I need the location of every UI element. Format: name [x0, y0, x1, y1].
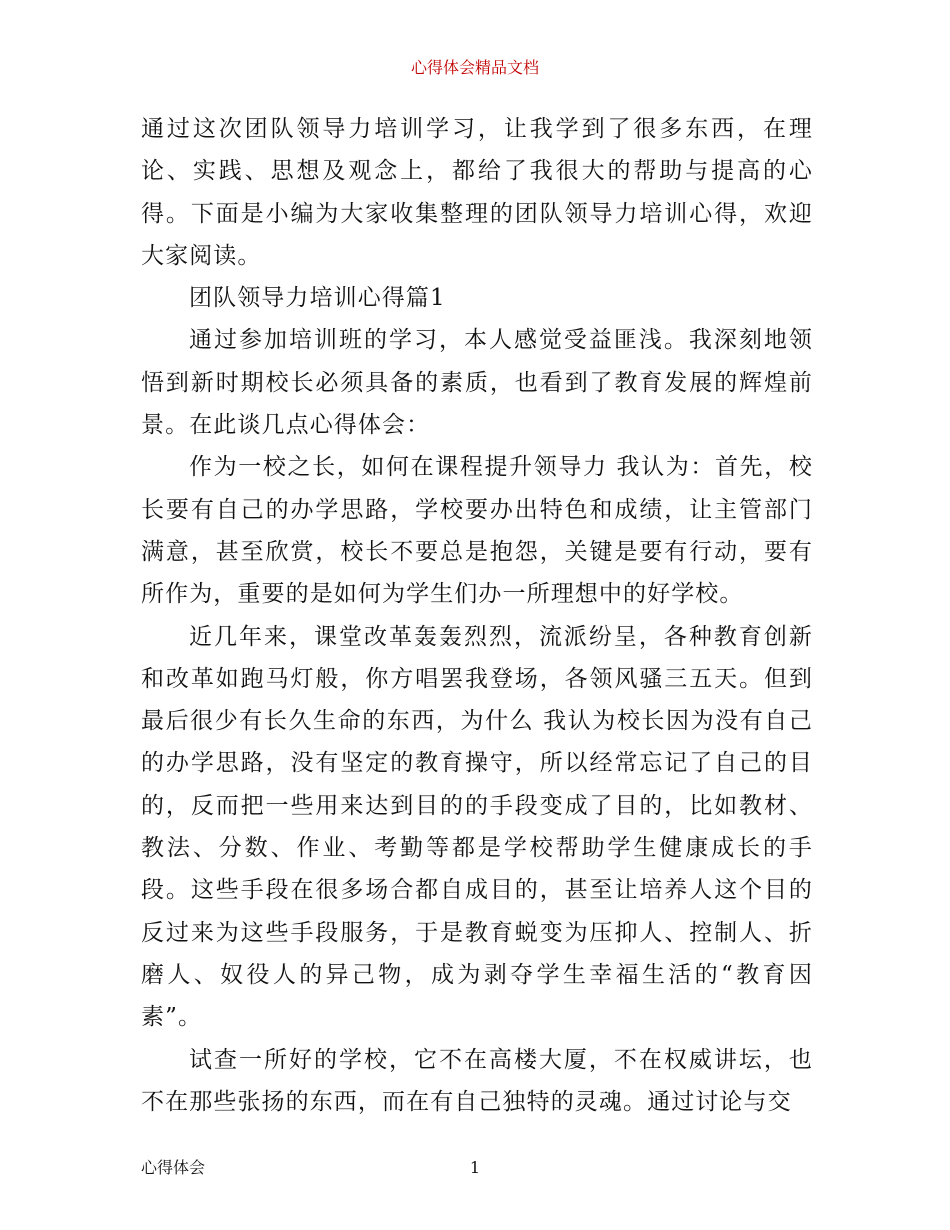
body-paragraph: 作为一校之长，如何在课程提升领导力 我认为：首先，校长要有自己的办学思路，学校要办出特色和成绩，让主管部门满意，甚至欣赏，校长不要总是抱怨，关键是要有行动，要有所作为，重要的是如何为学生们办一所理想中的好学校。 [141, 454, 813, 608]
page-header-title: 心得体会精品文档 [410, 58, 539, 77]
body-paragraph: 试查一所好的学校，它不在高楼大厦，不在权威讲坛，也不在那些张扬的东西，而在有自己独特的灵魂。通过讨论与交 [141, 1046, 813, 1115]
body-paragraph: 近几年来，课堂改革轰轰烈烈，流派纷呈，各种教育创新和改革如跑马灯般，你方唱罢我登场，各领风骚三五天。但到最后很少有长久生命的东西，为什么 我认为校长因为没有自己的办学思路，没有坚定的教育操守，所以经常忘记了自己的目的，反而把一些用来达到目的的手段变成了目的，比如教材、教法、分数、作业、考勤等都是学校帮助学生健康成长的手段。这些手段在很多场合都自成目的，甚至让培养人这个目的反过来为这些手段服务，于是教育蜕变为压抑人、控制人、折磨人、奴役人的异己物，成为剥夺学生幸福生活的“教育因素”。 [141, 623, 813, 1031]
footer-label: 心得体会 [141, 1158, 206, 1177]
intro-paragraph: 通过这次团队领导力培训学习，让我学到了很多东西，在理论、实践、思想及观念上，都给了我很大的帮助与提高的心得。下面是小编为大家收集整理的团队领导力培训心得，欢迎大家阅读。 [141, 116, 813, 269]
body-paragraph: 通过参加培训班的学习，本人感觉受益匪浅。我深刻地领悟到新时期校长必须具备的素质，也看到了教育发展的辉煌前景。在此谈几点心得体会： [141, 327, 813, 439]
section-heading: 团队领导力培训心得篇1 [189, 285, 446, 312]
document-body [141, 108, 813, 1123]
page-number: 1 [469, 1158, 481, 1177]
